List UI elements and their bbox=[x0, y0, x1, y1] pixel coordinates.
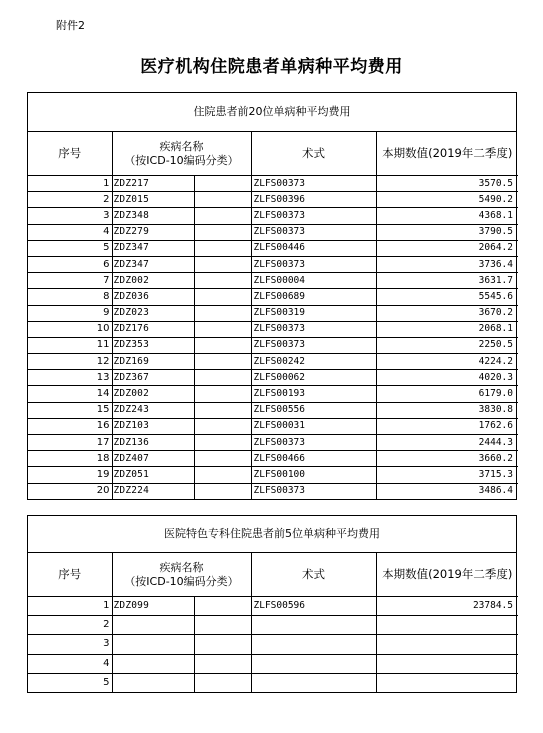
row-procedure: ZLFS00100 bbox=[251, 467, 376, 483]
row-seq: 15 bbox=[28, 402, 112, 418]
row-value bbox=[376, 635, 518, 654]
row-seq: 20 bbox=[28, 483, 112, 499]
row-seq: 3 bbox=[28, 635, 112, 654]
row-disease-code bbox=[112, 616, 194, 635]
row-disease-blank bbox=[194, 273, 251, 289]
row-seq: 4 bbox=[28, 654, 112, 673]
row-disease-code: ZDZ002 bbox=[112, 273, 194, 289]
table-row bbox=[28, 321, 518, 337]
table-row bbox=[28, 240, 518, 256]
row-value: 5490.2 bbox=[376, 192, 518, 208]
row-seq: 2 bbox=[28, 192, 112, 208]
col-header-disease bbox=[112, 132, 251, 176]
row-procedure bbox=[251, 673, 376, 692]
row-procedure: ZLFS00466 bbox=[251, 451, 376, 467]
table-row bbox=[28, 451, 518, 467]
row-value: 3790.5 bbox=[376, 224, 518, 240]
row-disease-blank bbox=[194, 321, 251, 337]
row-disease-code: ZDZ217 bbox=[112, 176, 194, 192]
row-disease-blank bbox=[194, 192, 251, 208]
row-disease-code: ZDZ176 bbox=[112, 321, 194, 337]
row-value: 3631.7 bbox=[376, 273, 518, 289]
row-value: 2444.3 bbox=[376, 435, 518, 451]
row-disease-blank bbox=[194, 354, 251, 370]
row-seq: 5 bbox=[28, 673, 112, 692]
col-header-value: 本期数值(2019年二季度) bbox=[376, 553, 518, 597]
table-caption: 医院特色专科住院患者前5位单病种平均费用 bbox=[28, 516, 516, 553]
row-seq: 1 bbox=[28, 176, 112, 192]
row-disease-blank bbox=[194, 616, 251, 635]
table-row bbox=[28, 635, 518, 654]
row-value: 3660.2 bbox=[376, 451, 518, 467]
row-value: 3486.4 bbox=[376, 483, 518, 499]
row-seq: 2 bbox=[28, 616, 112, 635]
table-top20-grid bbox=[28, 132, 518, 499]
row-seq: 7 bbox=[28, 273, 112, 289]
row-disease-blank bbox=[194, 435, 251, 451]
row-seq: 8 bbox=[28, 289, 112, 305]
row-disease-blank bbox=[194, 483, 251, 499]
row-procedure: ZLFS00242 bbox=[251, 354, 376, 370]
col-header-disease bbox=[112, 553, 251, 597]
row-procedure: ZLFS00556 bbox=[251, 402, 376, 418]
row-value: 4020.3 bbox=[376, 370, 518, 386]
col-header-procedure: 术式 bbox=[251, 553, 376, 597]
table-row bbox=[28, 256, 518, 272]
row-seq: 17 bbox=[28, 435, 112, 451]
row-value bbox=[376, 616, 518, 635]
table-row bbox=[28, 289, 518, 305]
row-procedure: ZLFS00193 bbox=[251, 386, 376, 402]
table-row bbox=[28, 402, 518, 418]
row-disease-code: ZDZ224 bbox=[112, 483, 194, 499]
row-procedure: ZLFS00319 bbox=[251, 305, 376, 321]
table-row bbox=[28, 224, 518, 240]
row-value: 1762.6 bbox=[376, 418, 518, 434]
row-disease-blank bbox=[194, 337, 251, 353]
table-row bbox=[28, 192, 518, 208]
row-disease-code: ZDZ348 bbox=[112, 208, 194, 224]
col-header-disease-line1: 疾病名称 bbox=[159, 139, 204, 153]
row-value: 4224.2 bbox=[376, 354, 518, 370]
row-procedure: ZLFS00004 bbox=[251, 273, 376, 289]
col-header-disease-line2: （按ICD-10编码分类） bbox=[124, 153, 239, 167]
col-header-disease-line2: （按ICD-10编码分类） bbox=[124, 574, 239, 588]
row-procedure bbox=[251, 616, 376, 635]
table-row bbox=[28, 418, 518, 434]
page-title: 医疗机构住院患者单病种平均费用 bbox=[140, 57, 403, 77]
table-specialty-top5 bbox=[27, 515, 517, 693]
table-row bbox=[28, 337, 518, 353]
row-disease-code: ZDZ347 bbox=[112, 240, 194, 256]
row-disease-blank bbox=[194, 451, 251, 467]
row-seq: 13 bbox=[28, 370, 112, 386]
row-value: 3715.3 bbox=[376, 467, 518, 483]
table-row bbox=[28, 370, 518, 386]
row-disease-code bbox=[112, 654, 194, 673]
row-value: 3670.2 bbox=[376, 305, 518, 321]
row-disease-blank bbox=[194, 386, 251, 402]
row-seq: 10 bbox=[28, 321, 112, 337]
row-disease-blank bbox=[194, 256, 251, 272]
row-disease-blank bbox=[194, 208, 251, 224]
row-procedure: ZLFS00373 bbox=[251, 176, 376, 192]
col-header-seq: 序号 bbox=[28, 553, 112, 597]
annex-label: 附件2 bbox=[56, 19, 85, 32]
row-procedure: ZLFS00373 bbox=[251, 224, 376, 240]
row-disease-blank bbox=[194, 370, 251, 386]
row-disease-code: ZDZ407 bbox=[112, 451, 194, 467]
row-seq: 9 bbox=[28, 305, 112, 321]
row-value: 2068.1 bbox=[376, 321, 518, 337]
row-disease-code: ZDZ023 bbox=[112, 305, 194, 321]
row-disease-code: ZDZ353 bbox=[112, 337, 194, 353]
row-disease-code: ZDZ099 bbox=[112, 597, 194, 616]
row-seq: 16 bbox=[28, 418, 112, 434]
table-row bbox=[28, 467, 518, 483]
row-disease-blank bbox=[194, 635, 251, 654]
row-procedure: ZLFS00373 bbox=[251, 483, 376, 499]
row-procedure: ZLFS00031 bbox=[251, 418, 376, 434]
row-seq: 3 bbox=[28, 208, 112, 224]
row-value: 3570.5 bbox=[376, 176, 518, 192]
row-procedure: ZLFS00596 bbox=[251, 597, 376, 616]
row-seq: 18 bbox=[28, 451, 112, 467]
row-procedure bbox=[251, 654, 376, 673]
table-row bbox=[28, 483, 518, 499]
table-specialty-grid bbox=[28, 553, 518, 692]
row-disease-code: ZDZ169 bbox=[112, 354, 194, 370]
row-seq: 19 bbox=[28, 467, 112, 483]
row-disease-code bbox=[112, 673, 194, 692]
col-header-seq: 序号 bbox=[28, 132, 112, 176]
col-header-value: 本期数值(2019年二季度) bbox=[376, 132, 518, 176]
row-seq: 5 bbox=[28, 240, 112, 256]
row-disease-blank bbox=[194, 597, 251, 616]
table-row bbox=[28, 273, 518, 289]
row-procedure bbox=[251, 635, 376, 654]
row-disease-blank bbox=[194, 289, 251, 305]
row-value: 3736.4 bbox=[376, 256, 518, 272]
row-procedure: ZLFS00373 bbox=[251, 337, 376, 353]
table-row bbox=[28, 435, 518, 451]
table-row bbox=[28, 673, 518, 692]
row-value: 5545.6 bbox=[376, 289, 518, 305]
table-row bbox=[28, 616, 518, 635]
row-procedure: ZLFS00396 bbox=[251, 192, 376, 208]
row-procedure: ZLFS00373 bbox=[251, 321, 376, 337]
row-disease-code: ZDZ036 bbox=[112, 289, 194, 305]
row-procedure: ZLFS00446 bbox=[251, 240, 376, 256]
row-disease-code: ZDZ103 bbox=[112, 418, 194, 434]
row-disease-code: ZDZ243 bbox=[112, 402, 194, 418]
row-seq: 14 bbox=[28, 386, 112, 402]
row-procedure: ZLFS00373 bbox=[251, 208, 376, 224]
row-disease-blank bbox=[194, 418, 251, 434]
table-row bbox=[28, 176, 518, 192]
table-row bbox=[28, 386, 518, 402]
table-top20 bbox=[27, 92, 517, 500]
row-disease-blank bbox=[194, 240, 251, 256]
row-disease-code: ZDZ136 bbox=[112, 435, 194, 451]
row-value: 23784.5 bbox=[376, 597, 518, 616]
row-disease-blank bbox=[194, 224, 251, 240]
row-disease-code: ZDZ347 bbox=[112, 256, 194, 272]
table-caption: 住院患者前20位单病种平均费用 bbox=[28, 93, 516, 132]
row-value bbox=[376, 654, 518, 673]
row-disease-code: ZDZ279 bbox=[112, 224, 194, 240]
row-value: 2250.5 bbox=[376, 337, 518, 353]
row-disease-code: ZDZ051 bbox=[112, 467, 194, 483]
row-disease-blank bbox=[194, 467, 251, 483]
row-value: 3830.8 bbox=[376, 402, 518, 418]
row-value bbox=[376, 673, 518, 692]
row-seq: 11 bbox=[28, 337, 112, 353]
row-disease-blank bbox=[194, 176, 251, 192]
row-disease-blank bbox=[194, 673, 251, 692]
row-value: 2064.2 bbox=[376, 240, 518, 256]
row-disease-code: ZDZ002 bbox=[112, 386, 194, 402]
row-disease-blank bbox=[194, 654, 251, 673]
table-row bbox=[28, 354, 518, 370]
row-seq: 12 bbox=[28, 354, 112, 370]
row-value: 4368.1 bbox=[376, 208, 518, 224]
row-disease-code: ZDZ015 bbox=[112, 192, 194, 208]
col-header-procedure: 术式 bbox=[251, 132, 376, 176]
table-row bbox=[28, 597, 518, 616]
row-disease-code bbox=[112, 635, 194, 654]
row-seq: 1 bbox=[28, 597, 112, 616]
col-header-disease-line1: 疾病名称 bbox=[159, 560, 204, 574]
row-procedure: ZLFS00689 bbox=[251, 289, 376, 305]
row-procedure: ZLFS00373 bbox=[251, 435, 376, 451]
row-seq: 4 bbox=[28, 224, 112, 240]
row-procedure: ZLFS00062 bbox=[251, 370, 376, 386]
row-value: 6179.0 bbox=[376, 386, 518, 402]
row-disease-blank bbox=[194, 402, 251, 418]
table-row bbox=[28, 654, 518, 673]
table-row bbox=[28, 208, 518, 224]
row-seq: 6 bbox=[28, 256, 112, 272]
row-procedure: ZLFS00373 bbox=[251, 256, 376, 272]
row-disease-blank bbox=[194, 305, 251, 321]
table-row bbox=[28, 305, 518, 321]
row-disease-code: ZDZ367 bbox=[112, 370, 194, 386]
